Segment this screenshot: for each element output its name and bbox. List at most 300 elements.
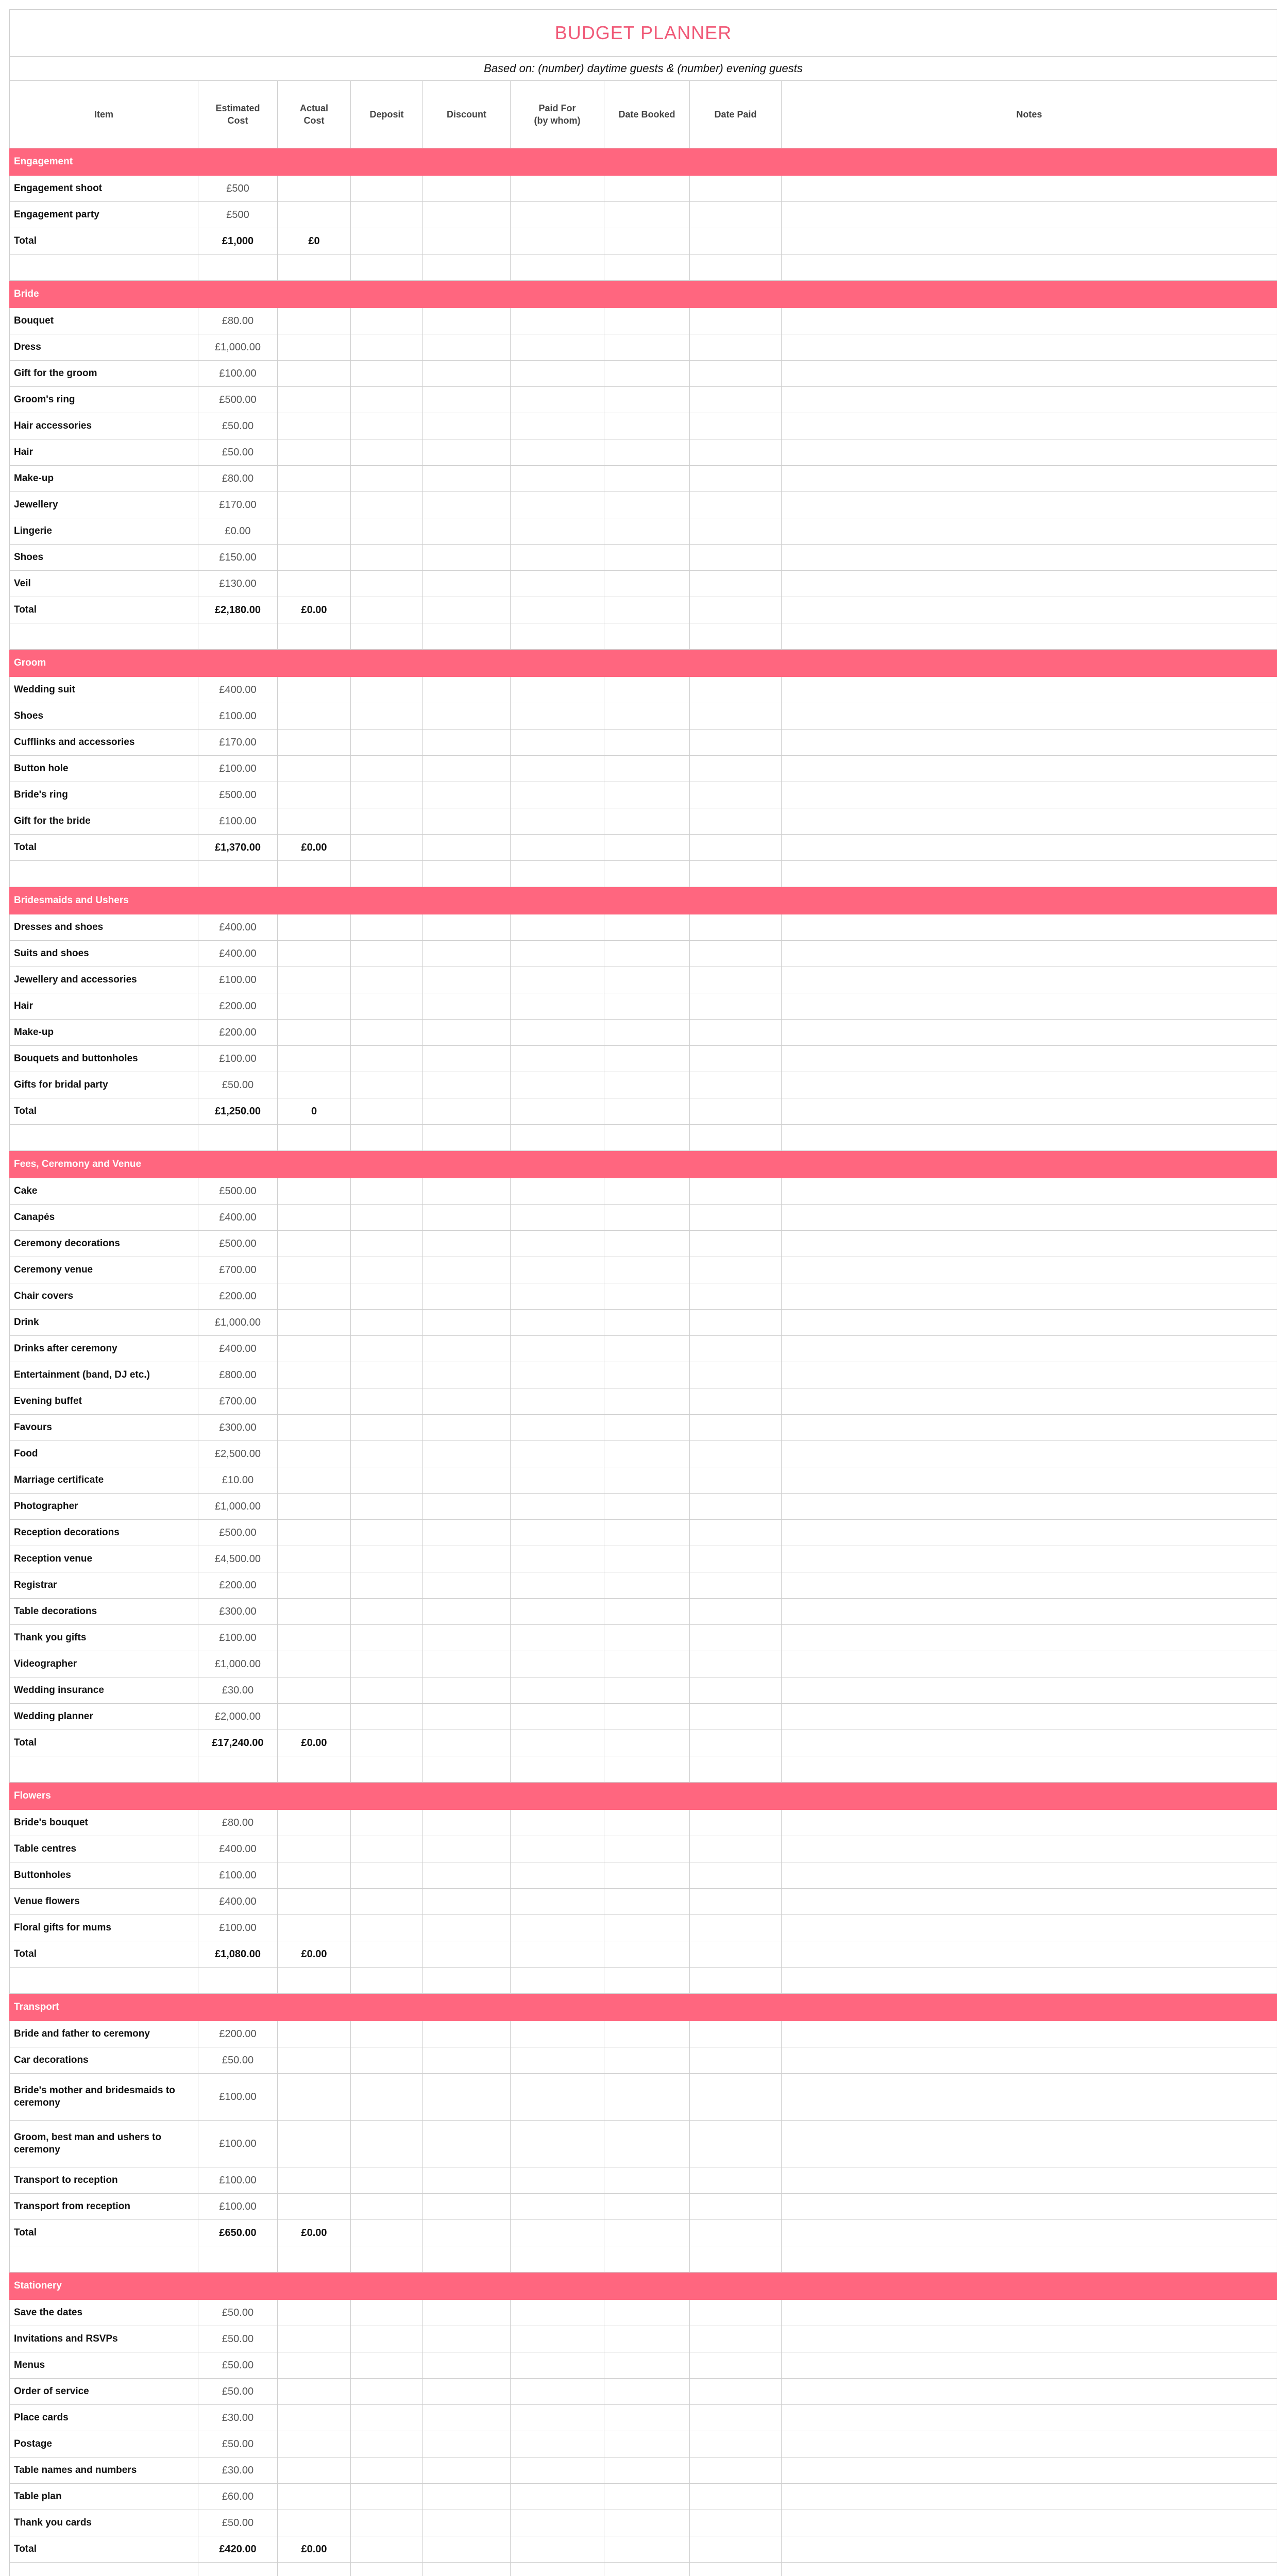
empty-cell[interactable]: [351, 1677, 423, 1704]
empty-cell[interactable]: [423, 2246, 511, 2273]
item-label[interactable]: Jewellery: [10, 492, 198, 518]
empty-cell[interactable]: [604, 466, 690, 492]
item-label[interactable]: Make-up: [10, 466, 198, 492]
empty-cell[interactable]: [782, 1494, 1277, 1520]
estimated-cost-cell[interactable]: £2,500.00: [198, 1441, 278, 1467]
empty-cell[interactable]: [511, 2405, 604, 2431]
empty-cell[interactable]: [351, 1836, 423, 1862]
empty-cell[interactable]: [278, 1625, 351, 1651]
empty-cell[interactable]: [511, 835, 604, 861]
empty-cell[interactable]: [782, 2074, 1277, 2121]
empty-cell[interactable]: [511, 1178, 604, 1205]
total-estimated-cost[interactable]: £1,250.00: [198, 1098, 278, 1125]
empty-cell[interactable]: [511, 2536, 604, 2563]
estimated-cost-cell[interactable]: £30.00: [198, 1677, 278, 1704]
empty-cell[interactable]: [351, 2510, 423, 2536]
empty-cell[interactable]: [423, 1467, 511, 1494]
empty-cell[interactable]: [423, 2167, 511, 2194]
empty-cell[interactable]: [604, 1572, 690, 1599]
empty-cell[interactable]: [690, 597, 782, 623]
empty-cell[interactable]: [690, 2047, 782, 2074]
empty-cell[interactable]: [351, 2047, 423, 2074]
empty-cell[interactable]: [351, 2352, 423, 2379]
header-estimated-cost[interactable]: Estimated Cost: [198, 81, 278, 148]
empty-cell[interactable]: [782, 2021, 1277, 2047]
empty-cell[interactable]: [351, 2167, 423, 2194]
empty-cell[interactable]: [423, 2458, 511, 2484]
empty-cell[interactable]: [278, 2431, 351, 2458]
empty-cell[interactable]: [604, 1125, 690, 1151]
empty-cell[interactable]: [423, 1836, 511, 1862]
empty-cell[interactable]: [782, 1098, 1277, 1125]
empty-cell[interactable]: [278, 782, 351, 808]
empty-cell[interactable]: [278, 1467, 351, 1494]
empty-cell[interactable]: [604, 623, 690, 650]
empty-cell[interactable]: [604, 2405, 690, 2431]
empty-cell[interactable]: [604, 334, 690, 361]
estimated-cost-cell[interactable]: £50.00: [198, 413, 278, 439]
empty-cell[interactable]: [690, 756, 782, 782]
empty-cell[interactable]: [423, 1125, 511, 1151]
empty-cell[interactable]: [278, 1283, 351, 1310]
estimated-cost-cell[interactable]: £100.00: [198, 808, 278, 835]
empty-cell[interactable]: [511, 308, 604, 334]
empty-cell[interactable]: [782, 1889, 1277, 1915]
empty-cell[interactable]: [604, 2379, 690, 2405]
empty-cell[interactable]: [690, 2458, 782, 2484]
estimated-cost-cell[interactable]: £400.00: [198, 941, 278, 967]
empty-cell[interactable]: [351, 1257, 423, 1283]
empty-cell[interactable]: [690, 1546, 782, 1572]
empty-cell[interactable]: [690, 1625, 782, 1651]
empty-cell[interactable]: [782, 1310, 1277, 1336]
empty-cell[interactable]: [690, 2300, 782, 2326]
empty-cell[interactable]: [511, 861, 604, 887]
empty-cell[interactable]: [511, 1651, 604, 1677]
empty-cell[interactable]: [423, 387, 511, 413]
empty-cell[interactable]: [690, 308, 782, 334]
empty-cell[interactable]: [423, 703, 511, 730]
empty-cell[interactable]: [423, 677, 511, 703]
empty-cell[interactable]: [690, 677, 782, 703]
estimated-cost-cell[interactable]: £10.00: [198, 1467, 278, 1494]
empty-cell[interactable]: [278, 1020, 351, 1046]
empty-cell[interactable]: [10, 623, 198, 650]
empty-cell[interactable]: [511, 2326, 604, 2352]
empty-cell[interactable]: [782, 1625, 1277, 1651]
empty-cell[interactable]: [690, 1283, 782, 1310]
empty-cell[interactable]: [604, 518, 690, 545]
empty-cell[interactable]: [511, 1915, 604, 1941]
empty-cell[interactable]: [351, 756, 423, 782]
empty-cell[interactable]: [782, 941, 1277, 967]
empty-cell[interactable]: [278, 2121, 351, 2167]
empty-cell[interactable]: [423, 1020, 511, 1046]
empty-cell[interactable]: [604, 808, 690, 835]
page-title[interactable]: BUDGET PLANNER: [10, 10, 1277, 57]
empty-cell[interactable]: [782, 1336, 1277, 1362]
empty-cell[interactable]: [351, 1362, 423, 1388]
estimated-cost-cell[interactable]: £30.00: [198, 2405, 278, 2431]
estimated-cost-cell[interactable]: £100.00: [198, 361, 278, 387]
total-actual-cost[interactable]: £0: [278, 228, 351, 255]
empty-cell[interactable]: [782, 1677, 1277, 1704]
empty-cell[interactable]: [423, 1756, 511, 1783]
empty-cell[interactable]: [423, 1362, 511, 1388]
empty-cell[interactable]: [423, 1441, 511, 1467]
item-label[interactable]: Hair: [10, 993, 198, 1020]
empty-cell[interactable]: [278, 1520, 351, 1546]
empty-cell[interactable]: [511, 1836, 604, 1862]
estimated-cost-cell[interactable]: £400.00: [198, 914, 278, 941]
empty-cell[interactable]: [511, 1494, 604, 1520]
empty-cell[interactable]: [351, 228, 423, 255]
total-estimated-cost[interactable]: £2,180.00: [198, 597, 278, 623]
empty-cell[interactable]: [278, 439, 351, 466]
total-estimated-cost[interactable]: £420.00: [198, 2536, 278, 2563]
empty-cell[interactable]: [782, 439, 1277, 466]
empty-cell[interactable]: [782, 1836, 1277, 1862]
item-label[interactable]: Engagement shoot: [10, 176, 198, 202]
estimated-cost-cell[interactable]: £200.00: [198, 1020, 278, 1046]
item-label[interactable]: Floral gifts for mums: [10, 1915, 198, 1941]
empty-cell[interactable]: [10, 2246, 198, 2273]
estimated-cost-cell[interactable]: £300.00: [198, 1415, 278, 1441]
total-actual-cost[interactable]: £0.00: [278, 835, 351, 861]
empty-cell[interactable]: [511, 2021, 604, 2047]
empty-cell[interactable]: [604, 2167, 690, 2194]
empty-cell[interactable]: [511, 1046, 604, 1072]
estimated-cost-cell[interactable]: £100.00: [198, 1046, 278, 1072]
empty-cell[interactable]: [690, 2379, 782, 2405]
empty-cell[interactable]: [782, 597, 1277, 623]
empty-cell[interactable]: [511, 1020, 604, 1046]
item-label[interactable]: Bouquet: [10, 308, 198, 334]
empty-cell[interactable]: [604, 1178, 690, 1205]
empty-cell[interactable]: [351, 1441, 423, 1467]
empty-cell[interactable]: [690, 1915, 782, 1941]
empty-cell[interactable]: [511, 1756, 604, 1783]
empty-cell[interactable]: [604, 1651, 690, 1677]
empty-cell[interactable]: [604, 2563, 690, 2576]
empty-cell[interactable]: [423, 2047, 511, 2074]
estimated-cost-cell[interactable]: £500: [198, 202, 278, 228]
estimated-cost-cell[interactable]: £100.00: [198, 703, 278, 730]
empty-cell[interactable]: [351, 1494, 423, 1520]
item-label[interactable]: Chair covers: [10, 1283, 198, 1310]
empty-cell[interactable]: [423, 1257, 511, 1283]
empty-cell[interactable]: [423, 861, 511, 887]
estimated-cost-cell[interactable]: £50.00: [198, 2047, 278, 2074]
empty-cell[interactable]: [278, 1415, 351, 1441]
item-label[interactable]: Food: [10, 1441, 198, 1467]
empty-cell[interactable]: [278, 1388, 351, 1415]
empty-cell[interactable]: [351, 1467, 423, 1494]
empty-cell[interactable]: [604, 2536, 690, 2563]
section-title[interactable]: Stationery: [10, 2273, 1277, 2300]
empty-cell[interactable]: [278, 1836, 351, 1862]
empty-cell[interactable]: [782, 2431, 1277, 2458]
empty-cell[interactable]: [278, 545, 351, 571]
empty-cell[interactable]: [604, 2510, 690, 2536]
empty-cell[interactable]: [511, 2352, 604, 2379]
empty-cell[interactable]: [604, 1231, 690, 1257]
empty-cell[interactable]: [351, 1968, 423, 1994]
empty-cell[interactable]: [278, 1362, 351, 1388]
empty-cell[interactable]: [604, 2047, 690, 2074]
empty-cell[interactable]: [423, 1572, 511, 1599]
empty-cell[interactable]: [351, 1231, 423, 1257]
empty-cell[interactable]: [278, 1072, 351, 1098]
empty-cell[interactable]: [278, 941, 351, 967]
empty-cell[interactable]: [511, 1730, 604, 1756]
empty-cell[interactable]: [278, 1336, 351, 1362]
empty-cell[interactable]: [198, 1125, 278, 1151]
section-title[interactable]: Transport: [10, 1994, 1277, 2021]
empty-cell[interactable]: [351, 1625, 423, 1651]
empty-cell[interactable]: [690, 861, 782, 887]
empty-cell[interactable]: [278, 2021, 351, 2047]
empty-cell[interactable]: [604, 413, 690, 439]
item-label[interactable]: Thank you gifts: [10, 1625, 198, 1651]
empty-cell[interactable]: [511, 2510, 604, 2536]
empty-cell[interactable]: [351, 176, 423, 202]
empty-cell[interactable]: [511, 993, 604, 1020]
empty-cell[interactable]: [604, 2326, 690, 2352]
empty-cell[interactable]: [278, 255, 351, 281]
estimated-cost-cell[interactable]: £2,000.00: [198, 1704, 278, 1730]
item-label[interactable]: Postage: [10, 2431, 198, 2458]
empty-cell[interactable]: [782, 1915, 1277, 1941]
empty-cell[interactable]: [351, 1388, 423, 1415]
empty-cell[interactable]: [423, 782, 511, 808]
empty-cell[interactable]: [423, 967, 511, 993]
empty-cell[interactable]: [278, 2300, 351, 2326]
empty-cell[interactable]: [198, 623, 278, 650]
empty-cell[interactable]: [690, 914, 782, 941]
header-item[interactable]: Item: [10, 81, 198, 148]
item-label[interactable]: Registrar: [10, 1572, 198, 1599]
empty-cell[interactable]: [198, 2246, 278, 2273]
estimated-cost-cell[interactable]: £100.00: [198, 2167, 278, 2194]
empty-cell[interactable]: [511, 1889, 604, 1915]
header-paid-for[interactable]: Paid For (by whom): [511, 81, 604, 148]
empty-cell[interactable]: [782, 545, 1277, 571]
empty-cell[interactable]: [351, 387, 423, 413]
empty-cell[interactable]: [782, 1231, 1277, 1257]
empty-cell[interactable]: [278, 571, 351, 597]
empty-cell[interactable]: [351, 1730, 423, 1756]
empty-cell[interactable]: [511, 1205, 604, 1231]
empty-cell[interactable]: [423, 597, 511, 623]
empty-cell[interactable]: [278, 518, 351, 545]
empty-cell[interactable]: [351, 1020, 423, 1046]
empty-cell[interactable]: [604, 1467, 690, 1494]
empty-cell[interactable]: [604, 176, 690, 202]
empty-cell[interactable]: [604, 914, 690, 941]
estimated-cost-cell[interactable]: £500.00: [198, 1520, 278, 1546]
empty-cell[interactable]: [782, 1520, 1277, 1546]
item-label[interactable]: Engagement party: [10, 202, 198, 228]
empty-cell[interactable]: [278, 2246, 351, 2273]
empty-cell[interactable]: [690, 1572, 782, 1599]
empty-cell[interactable]: [782, 914, 1277, 941]
empty-cell[interactable]: [604, 1915, 690, 1941]
empty-cell[interactable]: [604, 387, 690, 413]
empty-cell[interactable]: [278, 334, 351, 361]
empty-cell[interactable]: [351, 1915, 423, 1941]
item-label[interactable]: Entertainment (band, DJ etc.): [10, 1362, 198, 1388]
empty-cell[interactable]: [604, 782, 690, 808]
empty-cell[interactable]: [423, 1494, 511, 1520]
empty-cell[interactable]: [423, 808, 511, 835]
empty-cell[interactable]: [690, 1494, 782, 1520]
empty-cell[interactable]: [690, 967, 782, 993]
empty-cell[interactable]: [511, 361, 604, 387]
empty-cell[interactable]: [690, 1178, 782, 1205]
item-label[interactable]: Cufflinks and accessories: [10, 730, 198, 756]
empty-cell[interactable]: [423, 2379, 511, 2405]
empty-cell[interactable]: [351, 914, 423, 941]
empty-cell[interactable]: [351, 1756, 423, 1783]
total-estimated-cost[interactable]: £1,080.00: [198, 1941, 278, 1968]
empty-cell[interactable]: [511, 492, 604, 518]
estimated-cost-cell[interactable]: £400.00: [198, 1889, 278, 1915]
empty-cell[interactable]: [604, 228, 690, 255]
empty-cell[interactable]: [511, 2121, 604, 2167]
empty-cell[interactable]: [278, 1205, 351, 1231]
item-label[interactable]: Marriage certificate: [10, 1467, 198, 1494]
empty-cell[interactable]: [278, 1494, 351, 1520]
empty-cell[interactable]: [423, 439, 511, 466]
total-estimated-cost[interactable]: £1,000: [198, 228, 278, 255]
empty-cell[interactable]: [782, 1415, 1277, 1441]
estimated-cost-cell[interactable]: £500.00: [198, 782, 278, 808]
total-actual-cost[interactable]: £0.00: [278, 1730, 351, 1756]
empty-cell[interactable]: [198, 2563, 278, 2576]
empty-cell[interactable]: [423, 518, 511, 545]
empty-cell[interactable]: [782, 1046, 1277, 1072]
empty-cell[interactable]: [423, 1388, 511, 1415]
empty-cell[interactable]: [351, 1862, 423, 1889]
empty-cell[interactable]: [511, 1072, 604, 1098]
empty-cell[interactable]: [511, 413, 604, 439]
empty-cell[interactable]: [423, 1941, 511, 1968]
total-estimated-cost[interactable]: £17,240.00: [198, 1730, 278, 1756]
empty-cell[interactable]: [604, 361, 690, 387]
empty-cell[interactable]: [511, 439, 604, 466]
empty-cell[interactable]: [278, 623, 351, 650]
estimated-cost-cell[interactable]: £1,000.00: [198, 1651, 278, 1677]
empty-cell[interactable]: [511, 2563, 604, 2576]
empty-cell[interactable]: [511, 1520, 604, 1546]
item-label[interactable]: Hair: [10, 439, 198, 466]
empty-cell[interactable]: [604, 2194, 690, 2220]
empty-cell[interactable]: [690, 228, 782, 255]
empty-cell[interactable]: [423, 2326, 511, 2352]
empty-cell[interactable]: [604, 2458, 690, 2484]
empty-cell[interactable]: [604, 941, 690, 967]
estimated-cost-cell[interactable]: £50.00: [198, 2431, 278, 2458]
section-title[interactable]: Groom: [10, 650, 1277, 677]
empty-cell[interactable]: [782, 1730, 1277, 1756]
empty-cell[interactable]: [351, 2405, 423, 2431]
estimated-cost-cell[interactable]: £80.00: [198, 466, 278, 492]
section-title[interactable]: Bridesmaids and Ushers: [10, 887, 1277, 914]
empty-cell[interactable]: [351, 1336, 423, 1362]
empty-cell[interactable]: [423, 1178, 511, 1205]
item-label[interactable]: Favours: [10, 1415, 198, 1441]
empty-cell[interactable]: [690, 1072, 782, 1098]
empty-cell[interactable]: [604, 2484, 690, 2510]
empty-cell[interactable]: [423, 1310, 511, 1336]
empty-cell[interactable]: [278, 1125, 351, 1151]
empty-cell[interactable]: [351, 993, 423, 1020]
empty-cell[interactable]: [690, 835, 782, 861]
empty-cell[interactable]: [690, 2194, 782, 2220]
empty-cell[interactable]: [782, 1205, 1277, 1231]
empty-cell[interactable]: [351, 597, 423, 623]
empty-cell[interactable]: [10, 1968, 198, 1994]
empty-cell[interactable]: [351, 1098, 423, 1125]
empty-cell[interactable]: [690, 176, 782, 202]
empty-cell[interactable]: [278, 1677, 351, 1704]
empty-cell[interactable]: [690, 1677, 782, 1704]
empty-cell[interactable]: [511, 1283, 604, 1310]
empty-cell[interactable]: [511, 703, 604, 730]
estimated-cost-cell[interactable]: £100.00: [198, 756, 278, 782]
empty-cell[interactable]: [782, 835, 1277, 861]
empty-cell[interactable]: [511, 756, 604, 782]
total-label[interactable]: Total: [10, 835, 198, 861]
empty-cell[interactable]: [198, 1756, 278, 1783]
item-label[interactable]: Bride's bouquet: [10, 1810, 198, 1836]
empty-cell[interactable]: [511, 1441, 604, 1467]
empty-cell[interactable]: [423, 1968, 511, 1994]
item-label[interactable]: Dresses and shoes: [10, 914, 198, 941]
empty-cell[interactable]: [423, 545, 511, 571]
empty-cell[interactable]: [278, 1862, 351, 1889]
empty-cell[interactable]: [511, 597, 604, 623]
empty-cell[interactable]: [278, 808, 351, 835]
empty-cell[interactable]: [351, 1546, 423, 1572]
empty-cell[interactable]: [351, 835, 423, 861]
empty-cell[interactable]: [604, 1520, 690, 1546]
empty-cell[interactable]: [278, 2563, 351, 2576]
empty-cell[interactable]: [782, 782, 1277, 808]
empty-cell[interactable]: [604, 1098, 690, 1125]
empty-cell[interactable]: [351, 308, 423, 334]
empty-cell[interactable]: [511, 1388, 604, 1415]
empty-cell[interactable]: [198, 1968, 278, 1994]
estimated-cost-cell[interactable]: £100.00: [198, 967, 278, 993]
empty-cell[interactable]: [690, 1520, 782, 1546]
empty-cell[interactable]: [782, 571, 1277, 597]
empty-cell[interactable]: [278, 1810, 351, 1836]
empty-cell[interactable]: [423, 2510, 511, 2536]
estimated-cost-cell[interactable]: £170.00: [198, 492, 278, 518]
item-label[interactable]: Table decorations: [10, 1599, 198, 1625]
item-label[interactable]: Suits and shoes: [10, 941, 198, 967]
item-label[interactable]: Shoes: [10, 545, 198, 571]
empty-cell[interactable]: [278, 176, 351, 202]
empty-cell[interactable]: [511, 2431, 604, 2458]
empty-cell[interactable]: [782, 2220, 1277, 2246]
empty-cell[interactable]: [604, 1388, 690, 1415]
empty-cell[interactable]: [351, 1520, 423, 1546]
empty-cell[interactable]: [782, 228, 1277, 255]
empty-cell[interactable]: [782, 1388, 1277, 1415]
